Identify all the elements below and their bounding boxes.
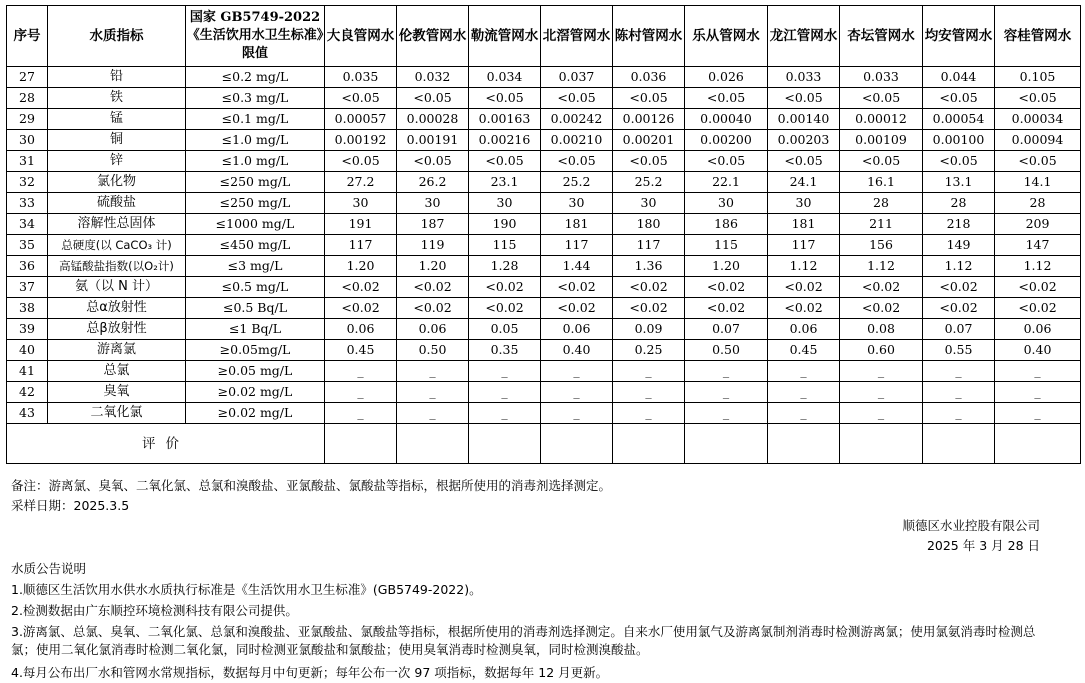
value-cell: 0.00034 xyxy=(995,109,1081,130)
announcement-item: 1.顺德区生活饮用水供水水质执行标准是《生活饮用水卫生标准》(GB5749-2022)。 xyxy=(11,582,482,597)
header-site: 勒流管网水 xyxy=(469,6,541,67)
value-cell: 117 xyxy=(325,235,397,256)
value-cell: 180 xyxy=(613,214,685,235)
value-cell: 0.033 xyxy=(840,67,923,88)
row-index: 30 xyxy=(7,130,48,151)
row-index: 42 xyxy=(7,382,48,403)
table-row xyxy=(7,130,1081,151)
value-cell: 117 xyxy=(768,235,840,256)
value-cell: 23.1 xyxy=(469,172,541,193)
value-cell: <0.02 xyxy=(469,298,541,319)
value-cell: <0.05 xyxy=(469,151,541,172)
value-cell: 1.12 xyxy=(840,256,923,277)
value-cell: 0.07 xyxy=(685,319,768,340)
header-index: 序号 xyxy=(7,6,48,67)
standard-limit: ≤1.0 mg/L xyxy=(186,151,325,172)
value-cell: 30 xyxy=(685,193,768,214)
value-cell: _ xyxy=(768,361,840,382)
value-cell: _ xyxy=(923,361,995,382)
value-cell: _ xyxy=(325,361,397,382)
header-site: 杏坛管网水 xyxy=(840,6,923,67)
standard-limit: ≥0.05 mg/L xyxy=(186,361,325,382)
value-cell: 0.06 xyxy=(397,319,469,340)
value-cell: <0.02 xyxy=(541,298,613,319)
table-body xyxy=(7,67,1081,464)
value-cell: 0.06 xyxy=(768,319,840,340)
value-cell: _ xyxy=(469,382,541,403)
value-cell: _ xyxy=(325,403,397,424)
announcement-item: 2.检测数据由广东顺控环境检测科技有限公司提供。 xyxy=(11,603,298,618)
value-cell: 0.05 xyxy=(469,319,541,340)
value-cell: 0.35 xyxy=(469,340,541,361)
value-cell: 0.044 xyxy=(923,67,995,88)
value-cell: 27.2 xyxy=(325,172,397,193)
table-row xyxy=(7,277,1081,298)
value-cell: _ xyxy=(923,382,995,403)
value-cell: _ xyxy=(613,382,685,403)
value-cell: 117 xyxy=(613,235,685,256)
value-cell: <0.02 xyxy=(923,298,995,319)
indicator-name: 高锰酸盐指数(以O₂计) xyxy=(48,256,186,277)
value-cell: 218 xyxy=(923,214,995,235)
table-row xyxy=(7,298,1081,319)
value-cell: 1.12 xyxy=(923,256,995,277)
indicator-name: 锌 xyxy=(48,151,186,172)
value-cell: 0.60 xyxy=(840,340,923,361)
indicator-name: 二氧化氯 xyxy=(48,403,186,424)
indicator-name: 总氯 xyxy=(48,361,186,382)
value-cell: 28 xyxy=(840,193,923,214)
value-cell: 0.00040 xyxy=(685,109,768,130)
indicator-name: 游离氯 xyxy=(48,340,186,361)
value-cell: _ xyxy=(325,382,397,403)
value-cell: 25.2 xyxy=(541,172,613,193)
header-site: 龙江管网水 xyxy=(768,6,840,67)
standard-limit: ≤1000 mg/L xyxy=(186,214,325,235)
row-index: 27 xyxy=(7,67,48,88)
value-cell: _ xyxy=(840,382,923,403)
sampling-date: 采样日期：2025.3.5 xyxy=(11,498,130,513)
value-cell: 211 xyxy=(840,214,923,235)
row-index: 39 xyxy=(7,319,48,340)
value-cell: 115 xyxy=(469,235,541,256)
value-cell: 1.20 xyxy=(325,256,397,277)
value-cell: <0.02 xyxy=(541,277,613,298)
standard-limit: ≤450 mg/L xyxy=(186,235,325,256)
value-cell: 0.00191 xyxy=(397,130,469,151)
table-row xyxy=(7,88,1081,109)
value-cell: <0.05 xyxy=(685,88,768,109)
value-cell: 0.45 xyxy=(768,340,840,361)
value-cell: 30 xyxy=(469,193,541,214)
value-cell: 0.00192 xyxy=(325,130,397,151)
value-cell: 0.00109 xyxy=(840,130,923,151)
evaluation-cell xyxy=(469,424,541,464)
value-cell: 0.50 xyxy=(397,340,469,361)
value-cell: 30 xyxy=(325,193,397,214)
value-cell: _ xyxy=(613,361,685,382)
header-site: 北滘管网水 xyxy=(541,6,613,67)
table-row xyxy=(7,193,1081,214)
table-row xyxy=(7,361,1081,382)
value-cell: 181 xyxy=(541,214,613,235)
value-cell: 0.00140 xyxy=(768,109,840,130)
value-cell: 30 xyxy=(613,193,685,214)
value-cell: <0.05 xyxy=(397,151,469,172)
announcement-item: 3.游离氯、总氯、臭氧、二氧化氯、总氯和溴酸盐、亚氯酸盐、氯酸盐等指标，根据所使用的消毒剂选择测定。自来水厂使用氯气及游离氯制剂消毒时检测游离氯；使用氯氨消毒时检测总氯；使用二氧化氯消毒时检测二氧化氯，同时检测亚氯酸盐和氯酸盐；使用臭氧消毒时检测臭氧，同时检测溴酸盐。 xyxy=(11,624,1036,657)
value-cell: 0.036 xyxy=(613,67,685,88)
value-cell: <0.02 xyxy=(768,298,840,319)
row-index: 35 xyxy=(7,235,48,256)
standard-limit: ≥0.02 mg/L xyxy=(186,403,325,424)
value-cell: 119 xyxy=(397,235,469,256)
table-row xyxy=(7,403,1081,424)
standard-limit: ≤1 Bq/L xyxy=(186,319,325,340)
value-cell: _ xyxy=(685,382,768,403)
evaluation-cell xyxy=(613,424,685,464)
table-row xyxy=(7,319,1081,340)
value-cell: <0.02 xyxy=(469,277,541,298)
value-cell: 1.20 xyxy=(685,256,768,277)
value-cell: 0.08 xyxy=(840,319,923,340)
indicator-name: 总β放射性 xyxy=(48,319,186,340)
value-cell: 1.36 xyxy=(613,256,685,277)
value-cell: 0.50 xyxy=(685,340,768,361)
value-cell: _ xyxy=(397,361,469,382)
row-index: 41 xyxy=(7,361,48,382)
value-cell: <0.05 xyxy=(541,88,613,109)
value-cell: <0.05 xyxy=(613,88,685,109)
row-index: 28 xyxy=(7,88,48,109)
value-cell: _ xyxy=(995,361,1081,382)
header-site: 均安管网水 xyxy=(923,6,995,67)
evaluation-cell xyxy=(685,424,768,464)
value-cell: _ xyxy=(923,403,995,424)
header-site: 容桂管网水 xyxy=(995,6,1081,67)
header-site: 伦教管网水 xyxy=(397,6,469,67)
value-cell: 1.28 xyxy=(469,256,541,277)
value-cell: 22.1 xyxy=(685,172,768,193)
value-cell: <0.02 xyxy=(613,298,685,319)
value-cell: <0.05 xyxy=(840,88,923,109)
row-index: 33 xyxy=(7,193,48,214)
value-cell: _ xyxy=(397,403,469,424)
value-cell: 30 xyxy=(541,193,613,214)
table-row xyxy=(7,109,1081,130)
value-cell: 0.033 xyxy=(768,67,840,88)
table-row xyxy=(7,382,1081,403)
value-cell: 30 xyxy=(397,193,469,214)
row-index: 31 xyxy=(7,151,48,172)
indicator-name: 铅 xyxy=(48,67,186,88)
value-cell: 13.1 xyxy=(923,172,995,193)
row-index: 34 xyxy=(7,214,48,235)
value-cell: <0.02 xyxy=(613,277,685,298)
value-cell: 190 xyxy=(469,214,541,235)
value-cell: 0.034 xyxy=(469,67,541,88)
value-cell: <0.05 xyxy=(995,151,1081,172)
value-cell: _ xyxy=(768,403,840,424)
indicator-name: 氨（以 N 计） xyxy=(48,277,186,298)
table-row xyxy=(7,172,1081,193)
table-row xyxy=(7,340,1081,361)
evaluation-row xyxy=(7,424,1081,464)
table-row xyxy=(7,67,1081,88)
value-cell: <0.02 xyxy=(768,277,840,298)
value-cell: 16.1 xyxy=(840,172,923,193)
standard-limit: ≤0.2 mg/L xyxy=(186,67,325,88)
value-cell: <0.02 xyxy=(397,298,469,319)
value-cell: 0.00163 xyxy=(469,109,541,130)
value-cell: 1.12 xyxy=(995,256,1081,277)
evaluation-cell xyxy=(768,424,840,464)
value-cell: _ xyxy=(995,403,1081,424)
indicator-name: 总α放射性 xyxy=(48,298,186,319)
value-cell: 14.1 xyxy=(995,172,1081,193)
header-standard: 国家 GB5749-2022《生活饮用水卫生标准》限值 xyxy=(186,6,325,67)
value-cell: 1.44 xyxy=(541,256,613,277)
standard-limit: ≤0.5 Bq/L xyxy=(186,298,325,319)
value-cell: 0.00057 xyxy=(325,109,397,130)
table-header-row xyxy=(7,6,1081,67)
value-cell: <0.05 xyxy=(840,151,923,172)
value-cell: 0.40 xyxy=(541,340,613,361)
value-cell: 209 xyxy=(995,214,1081,235)
evaluation-cell xyxy=(995,424,1081,464)
value-cell: _ xyxy=(768,382,840,403)
value-cell: 0.032 xyxy=(397,67,469,88)
row-index: 40 xyxy=(7,340,48,361)
row-index: 38 xyxy=(7,298,48,319)
evaluation-label: 评价 xyxy=(7,424,325,464)
value-cell: 28 xyxy=(923,193,995,214)
value-cell: 24.1 xyxy=(768,172,840,193)
value-cell: 1.20 xyxy=(397,256,469,277)
value-cell: 26.2 xyxy=(397,172,469,193)
value-cell: 0.00094 xyxy=(995,130,1081,151)
value-cell: 0.09 xyxy=(613,319,685,340)
value-cell: 0.00242 xyxy=(541,109,613,130)
value-cell: <0.05 xyxy=(995,88,1081,109)
indicator-name: 铁 xyxy=(48,88,186,109)
indicator-name: 总硬度(以 CaCO₃ 计) xyxy=(48,235,186,256)
value-cell: <0.02 xyxy=(995,298,1081,319)
value-cell: 0.026 xyxy=(685,67,768,88)
value-cell: 0.037 xyxy=(541,67,613,88)
value-cell: _ xyxy=(469,403,541,424)
value-cell: 1.12 xyxy=(768,256,840,277)
water-quality-table xyxy=(6,5,1081,464)
row-index: 32 xyxy=(7,172,48,193)
value-cell: _ xyxy=(840,361,923,382)
value-cell: 25.2 xyxy=(613,172,685,193)
standard-limit: ≥0.05mg/L xyxy=(186,340,325,361)
standard-limit: ≤0.1 mg/L xyxy=(186,109,325,130)
value-cell: <0.05 xyxy=(469,88,541,109)
value-cell: 0.00203 xyxy=(768,130,840,151)
value-cell: 149 xyxy=(923,235,995,256)
value-cell: <0.05 xyxy=(541,151,613,172)
value-cell: 187 xyxy=(397,214,469,235)
value-cell: 0.55 xyxy=(923,340,995,361)
value-cell: 181 xyxy=(768,214,840,235)
value-cell: 0.06 xyxy=(541,319,613,340)
evaluation-cell xyxy=(923,424,995,464)
value-cell: <0.02 xyxy=(840,277,923,298)
remark-note: 备注：游离氯、臭氧、二氧化氯、总氯和溴酸盐、亚氯酸盐、氯酸盐等指标，根据所使用的消毒剂选择测定。 xyxy=(11,478,612,493)
row-index: 36 xyxy=(7,256,48,277)
table-row xyxy=(7,256,1081,277)
value-cell: 191 xyxy=(325,214,397,235)
value-cell: 0.035 xyxy=(325,67,397,88)
announcement-title: 水质公告说明 xyxy=(11,561,87,576)
header-site: 陈村管网水 xyxy=(613,6,685,67)
standard-limit: ≥0.02 mg/L xyxy=(186,382,325,403)
value-cell: <0.02 xyxy=(685,277,768,298)
value-cell: <0.02 xyxy=(995,277,1081,298)
value-cell: 0.06 xyxy=(995,319,1081,340)
evaluation-cell xyxy=(397,424,469,464)
value-cell: <0.02 xyxy=(325,277,397,298)
value-cell: _ xyxy=(685,361,768,382)
value-cell: <0.02 xyxy=(840,298,923,319)
value-cell: 0.00054 xyxy=(923,109,995,130)
standard-limit: ≤0.5 mg/L xyxy=(186,277,325,298)
value-cell: 0.25 xyxy=(613,340,685,361)
announcement-item: 4.每月公布出厂水和管网水常规指标，数据每月中旬更新；每年公布一次 97 项指标，数据每年 12 月更新。 xyxy=(11,665,609,680)
value-cell: _ xyxy=(685,403,768,424)
value-cell: <0.05 xyxy=(768,151,840,172)
table-row xyxy=(7,235,1081,256)
value-cell: <0.05 xyxy=(613,151,685,172)
value-cell: _ xyxy=(469,361,541,382)
value-cell: <0.05 xyxy=(923,151,995,172)
header-indicator: 水质指标 xyxy=(48,6,186,67)
value-cell: 147 xyxy=(995,235,1081,256)
table-row xyxy=(7,151,1081,172)
value-cell: 0.105 xyxy=(995,67,1081,88)
row-index: 37 xyxy=(7,277,48,298)
standard-limit: ≤1.0 mg/L xyxy=(186,130,325,151)
company-name: 顺德区水业控股有限公司 xyxy=(902,518,1040,533)
indicator-name: 锰 xyxy=(48,109,186,130)
standard-limit: ≤250 mg/L xyxy=(186,172,325,193)
value-cell: <0.02 xyxy=(923,277,995,298)
value-cell: <0.05 xyxy=(685,151,768,172)
value-cell: 186 xyxy=(685,214,768,235)
value-cell: <0.02 xyxy=(397,277,469,298)
value-cell: 0.00028 xyxy=(397,109,469,130)
value-cell: _ xyxy=(541,361,613,382)
value-cell: _ xyxy=(840,403,923,424)
value-cell: 156 xyxy=(840,235,923,256)
value-cell: <0.05 xyxy=(397,88,469,109)
value-cell: 0.00126 xyxy=(613,109,685,130)
indicator-name: 硫酸盐 xyxy=(48,193,186,214)
indicator-name: 溶解性总固体 xyxy=(48,214,186,235)
value-cell: 0.00216 xyxy=(469,130,541,151)
value-cell: <0.05 xyxy=(923,88,995,109)
evaluation-cell xyxy=(541,424,613,464)
table-row xyxy=(7,214,1081,235)
value-cell: 0.00201 xyxy=(613,130,685,151)
value-cell: 0.06 xyxy=(325,319,397,340)
evaluation-cell xyxy=(840,424,923,464)
row-index: 29 xyxy=(7,109,48,130)
standard-limit: ≤250 mg/L xyxy=(186,193,325,214)
value-cell: 0.00100 xyxy=(923,130,995,151)
value-cell: 115 xyxy=(685,235,768,256)
value-cell: _ xyxy=(397,382,469,403)
value-cell: _ xyxy=(995,382,1081,403)
value-cell: _ xyxy=(541,382,613,403)
header-site: 乐从管网水 xyxy=(685,6,768,67)
value-cell: <0.05 xyxy=(325,88,397,109)
value-cell: <0.05 xyxy=(768,88,840,109)
value-cell: 30 xyxy=(768,193,840,214)
value-cell: 0.40 xyxy=(995,340,1081,361)
row-index: 43 xyxy=(7,403,48,424)
value-cell: 0.00210 xyxy=(541,130,613,151)
evaluation-cell xyxy=(325,424,397,464)
value-cell: _ xyxy=(541,403,613,424)
indicator-name: 臭氧 xyxy=(48,382,186,403)
value-cell: 0.00200 xyxy=(685,130,768,151)
standard-limit: ≤0.3 mg/L xyxy=(186,88,325,109)
indicator-name: 氯化物 xyxy=(48,172,186,193)
value-cell: 0.07 xyxy=(923,319,995,340)
indicator-name: 铜 xyxy=(48,130,186,151)
header-site: 大良管网水 xyxy=(325,6,397,67)
value-cell: <0.02 xyxy=(685,298,768,319)
value-cell: 0.45 xyxy=(325,340,397,361)
value-cell: 28 xyxy=(995,193,1081,214)
signature-date: 2025 年 3 月 28 日 xyxy=(926,538,1040,553)
value-cell: <0.02 xyxy=(325,298,397,319)
value-cell: 117 xyxy=(541,235,613,256)
value-cell: 0.00012 xyxy=(840,109,923,130)
standard-limit: ≤3 mg/L xyxy=(186,256,325,277)
value-cell: <0.05 xyxy=(325,151,397,172)
value-cell: _ xyxy=(613,403,685,424)
